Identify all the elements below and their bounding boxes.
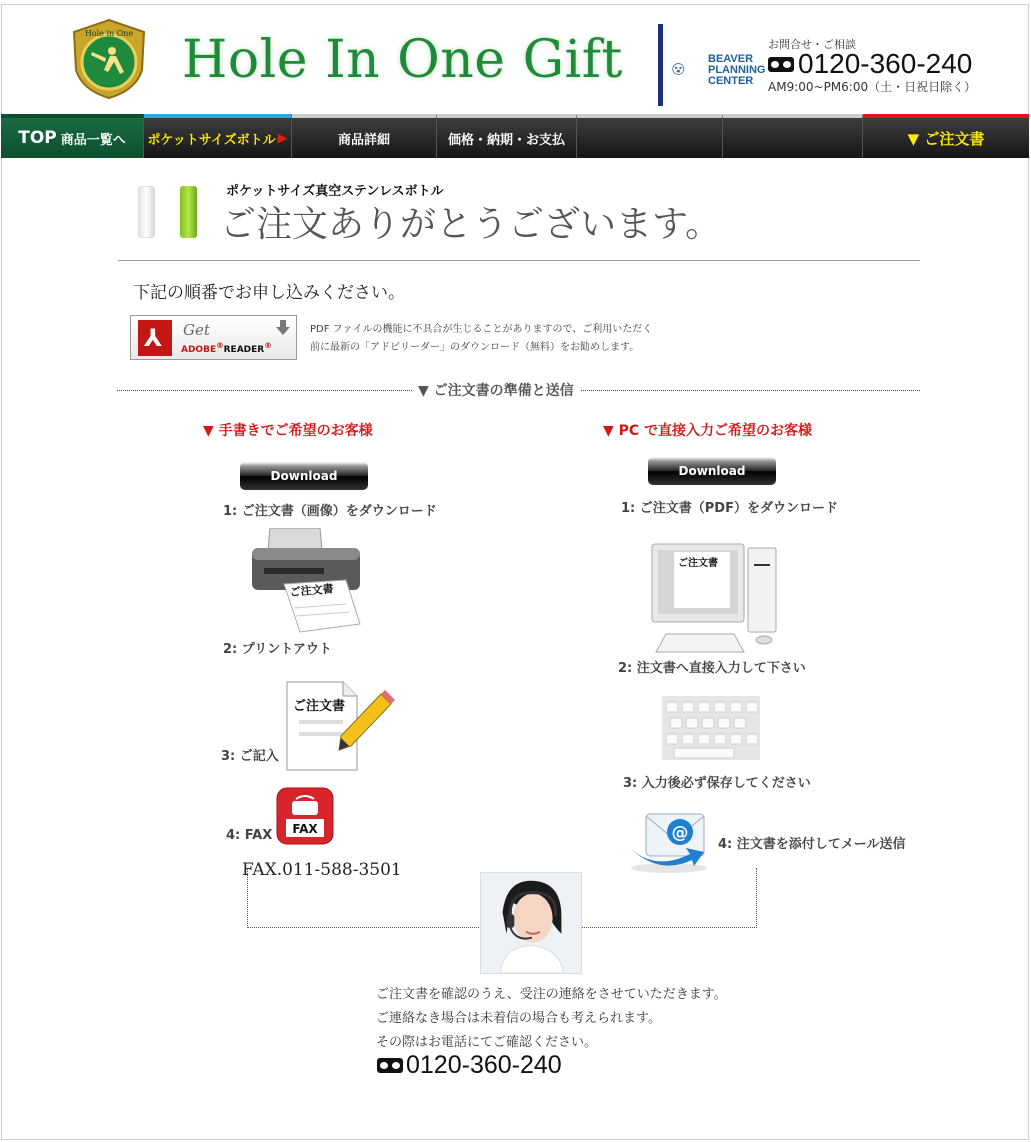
lead-text: 下記の順番でお申し込みください。 — [133, 283, 405, 303]
adobe-note-line-1: PDF ファイルの機能に不具合が生じることがありますので、ご利用いただく — [310, 324, 653, 335]
fax-number: FAX.011-588-3501 — [242, 860, 402, 880]
final-line-2: ご連絡なき場合は未着信の場合も考えられます。 — [376, 1011, 661, 1026]
final-message — [376, 983, 727, 1055]
contact-hours: AM9:00~PM6:00（土・日祝日除く） — [768, 80, 977, 94]
nav-bottle-label: ポケットサイズボトル — [147, 132, 276, 148]
adobe-get-label: Get — [183, 321, 210, 339]
left-step-4: 4: FAX — [226, 828, 273, 843]
adobe-note — [310, 321, 652, 357]
operator-photo — [480, 872, 582, 974]
left-step-2: 2: プリントアウト — [223, 642, 332, 657]
left-step-1: 1: ご注文書（画像）をダウンロード — [223, 504, 437, 519]
email-icon — [624, 806, 714, 874]
printer-icon — [250, 528, 365, 636]
white-bottle-image — [138, 186, 155, 238]
nav-blank-2 — [723, 114, 863, 158]
brand-title: Hole In One Gift — [182, 30, 623, 90]
printed-paper-label: ご注文書 — [289, 582, 335, 599]
partner-line-1: BEAVER — [708, 53, 754, 65]
order-form-pencil-icon — [285, 680, 395, 772]
nav-top[interactable] — [1, 114, 144, 158]
fax-icon-label: FAX — [292, 822, 318, 836]
fax-icon — [276, 787, 334, 845]
nav-price[interactable]: 価格・納期・お支払 — [437, 114, 577, 158]
badge-text: Hole in One — [84, 29, 134, 38]
nav-top-label: 商品一覧へ — [60, 132, 126, 148]
nav-order-form[interactable]: ▼ ご注文書 — [863, 114, 1029, 158]
final-line-1: ご注文書を確認のうえ、受注の連絡をさせていただきます。 — [376, 987, 727, 1002]
nav-product-detail[interactable]: 商品詳細 — [292, 114, 437, 158]
main-nav — [1, 114, 1029, 158]
header-phone-number: 0120-360-240 — [798, 48, 973, 79]
download-arrow-icon — [276, 320, 290, 336]
adobe-logo-icon: ⅄ — [138, 320, 172, 356]
footer-phone[interactable] — [377, 1051, 562, 1080]
screen-form-label: ご注文書 — [678, 558, 718, 569]
adobe-note-line-2: 前に最新の「アドビリーダー」のダウンロード（無料）をお勧めします。 — [310, 342, 640, 353]
pc-column-title: ▼ PC で直接入力ご希望のお客様 — [603, 423, 813, 439]
header-phone[interactable] — [768, 48, 972, 80]
right-step-4: 4: 注文書を添付してメール送信 — [718, 837, 906, 852]
page-title: ご注文ありがとうございます。 — [220, 204, 722, 245]
get-adobe-reader-button[interactable] — [130, 315, 297, 360]
page-subtitle: ポケットサイズ真空ステンレスボトル — [226, 184, 444, 199]
right-step-1: 1: ご注文書（PDF）をダウンロード — [621, 501, 838, 516]
final-line-3: その際はお電話にてご確認ください。 — [376, 1035, 598, 1050]
nav-top-bold: TOP — [18, 128, 57, 148]
download-image-button[interactable]: Download — [240, 462, 368, 490]
adobe-reader-label: ADOBE®READER® — [181, 341, 272, 355]
partner-line-3: CENTER — [708, 75, 754, 87]
nav-blank-1 — [577, 114, 723, 158]
left-step-3: 3: ご記入 — [221, 749, 279, 764]
partner-line-2: PLANNING — [708, 64, 766, 76]
arrow-right-icon: ▶ — [277, 130, 288, 146]
header-divider — [658, 24, 663, 106]
hole-in-one-badge-logo[interactable] — [70, 18, 148, 100]
free-dial-icon — [768, 57, 794, 72]
form-label: ご注文書 — [293, 699, 346, 714]
section-title: ▼ ご注文書の準備と送信 — [412, 380, 580, 400]
beaver-logo-icon — [672, 52, 706, 86]
right-step-3: 3: 入力後必ず保存してください — [623, 776, 811, 791]
desktop-computer-icon — [650, 542, 780, 656]
nav-pocket-bottle[interactable] — [144, 114, 292, 158]
title-divider — [118, 260, 920, 261]
footer-phone-number: 0120-360-240 — [406, 1051, 562, 1079]
partner-logo-text — [708, 54, 765, 87]
right-step-2: 2: 注文書へ直接入力して下さい — [618, 661, 806, 676]
contact-label: お問合せ・ご相談 — [768, 38, 856, 51]
handwritten-column-title: ▼ 手書きでご希望のお客様 — [203, 423, 373, 439]
free-dial-icon — [377, 1058, 403, 1073]
green-bottle-image — [180, 186, 197, 238]
keyboard-icon — [662, 696, 760, 760]
download-pdf-button[interactable]: Download — [648, 457, 776, 485]
svg-text:@: @ — [671, 823, 689, 843]
